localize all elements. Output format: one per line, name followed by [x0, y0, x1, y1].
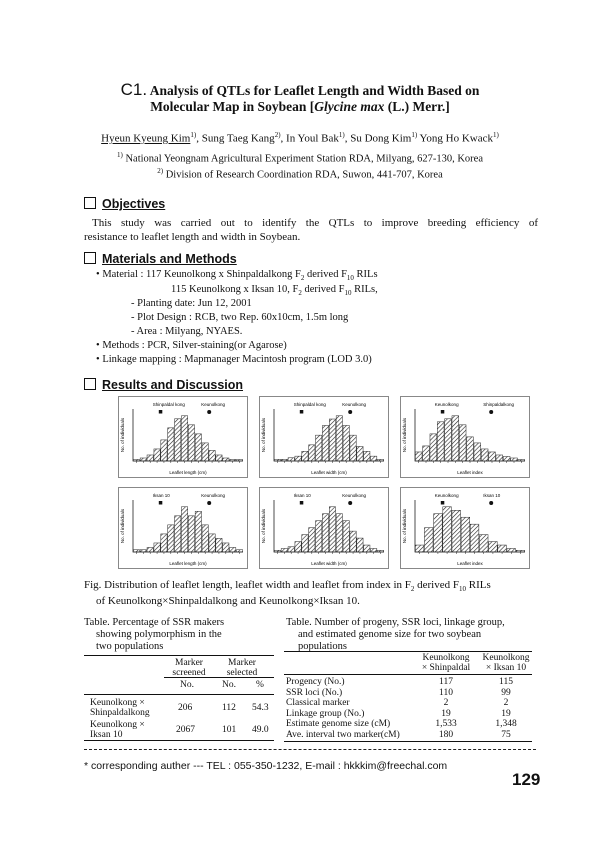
t2-row-label: Progency (No.) — [286, 677, 345, 687]
x-axis-label: Leaflet index — [457, 561, 483, 566]
t2-row-label: Estimate genome size (cM) — [286, 719, 391, 729]
t2-head-col2 — [478, 653, 534, 673]
histogram-bar — [489, 542, 498, 552]
author-3-sup: 1) — [338, 131, 345, 139]
histogram-bar — [461, 517, 470, 552]
histogram-bar — [357, 538, 363, 552]
page-number: 129 — [512, 770, 541, 789]
histogram-bar — [188, 425, 194, 461]
legend-label: Keunolkong — [201, 493, 225, 498]
histogram-bar — [452, 416, 459, 461]
histogram-bar — [302, 451, 308, 461]
t1-h1a: Marker — [175, 658, 203, 668]
t2-row-v2: 1,348 — [495, 719, 517, 729]
paper-title-line1 — [0, 80, 600, 100]
histogram-bar — [209, 534, 215, 552]
legend-label: Iksan 10 — [152, 493, 170, 498]
author-4: , Su Dong Kim — [344, 132, 412, 145]
title-text-2a: Molecular Map in Soybean [ — [150, 99, 315, 114]
histogram-bar — [443, 507, 452, 552]
histogram-bar — [430, 434, 437, 461]
histogram-bar — [288, 458, 294, 461]
author-2-sup: 2) — [274, 131, 281, 139]
t1-cap1: Table. Percentage of SSR makers — [84, 617, 225, 628]
results-heading — [84, 378, 243, 392]
chart-index-shinpaldal — [400, 396, 530, 478]
t1-r1-screened: 206 — [178, 703, 193, 713]
histogram-bar — [479, 535, 488, 552]
t1-r1-selected: 112 — [222, 703, 236, 713]
chart-axes — [133, 409, 243, 461]
chart-svg — [119, 397, 247, 477]
t2-row-label: Ave. interval two marker(cM) — [286, 729, 400, 740]
parent-marker — [159, 501, 163, 505]
methods-plot-design: - Plot Design : RCB, two Rep. 60x10cm, 1.5m long — [131, 312, 349, 323]
methods-planting: - Planting date: Jun 12, 2001 — [131, 298, 252, 309]
histogram-bar — [147, 455, 153, 461]
t2-row-v2: 2 — [503, 698, 509, 708]
histogram-bar — [140, 458, 146, 461]
author-2: , Sung Taeg Kang — [196, 132, 275, 145]
parent-marker — [441, 410, 445, 414]
cap-d: 10 — [458, 585, 466, 594]
x-axis-label: Leaflet width (cm) — [311, 561, 347, 566]
x-axis-label: Leaflet length (cm) — [169, 470, 207, 475]
histogram-bar — [202, 443, 208, 461]
chart-width-iksan — [259, 487, 389, 569]
checkbox-square-icon — [84, 197, 96, 209]
histogram-bar — [437, 422, 444, 461]
histogram-bar — [302, 535, 308, 552]
histogram-bar — [329, 507, 335, 552]
parent-marker — [489, 501, 493, 505]
t1-row2-name — [90, 720, 145, 740]
histogram-bar — [357, 446, 363, 461]
t2-row-v1: 110 — [439, 687, 453, 698]
footer-contact: * corresponding auther --- TEL : 055-350-1232, E-mail : hkkkim@freechal.com — [84, 760, 448, 772]
histogram-bar — [230, 459, 236, 461]
t1-r1-pct: 54.3 — [252, 703, 269, 713]
checkbox-square-icon — [84, 378, 96, 390]
parent-marker — [300, 501, 304, 505]
histogram-bar — [168, 428, 174, 461]
histogram-bar — [175, 419, 181, 461]
histogram-bar — [459, 425, 466, 461]
histogram-bar — [371, 456, 377, 461]
histogram-bar — [467, 437, 474, 461]
histogram-bar — [336, 514, 342, 552]
histogram-bar — [309, 528, 315, 552]
histogram-bar — [415, 452, 422, 461]
footer-dashed-rule — [84, 749, 536, 750]
t1-cap3: two populations — [96, 641, 164, 652]
chart-svg — [260, 488, 388, 568]
table1-bottom-rule — [84, 740, 274, 741]
histogram-bar — [154, 543, 160, 552]
t1-r2-selected: 101 — [222, 725, 237, 735]
objectives-text-2: resistance to leaflet length and width in Soybean. — [84, 231, 301, 243]
methods-title: Materials and Methods — [102, 252, 237, 266]
legend-label: Keunolkong — [342, 402, 366, 407]
table2-caption — [286, 617, 505, 653]
histogram-bar — [316, 521, 322, 552]
parent-marker — [159, 410, 163, 414]
species-name: Glycine max — [314, 99, 385, 114]
histogram-bar — [518, 459, 525, 461]
histogram-bar — [316, 435, 322, 461]
t2-row-v1: 19 — [441, 708, 451, 719]
histogram-bar — [188, 516, 194, 552]
histogram-bar — [343, 521, 349, 552]
histogram-bar — [343, 425, 349, 461]
table2-top-rule — [284, 651, 532, 652]
x-axis-label: Leaflet width (cm) — [311, 470, 347, 475]
histogram-bar — [309, 445, 315, 461]
legend-label: Shinpaldal kong — [152, 402, 185, 407]
t2-cap3: populations — [298, 641, 347, 652]
histogram-bar — [377, 459, 383, 461]
histogram-bar — [364, 545, 370, 552]
histogram-bar — [322, 425, 328, 461]
t2-cap1: Table. Number of progeny, SSR loci, linkage group, — [286, 617, 505, 628]
methods-material-1 — [96, 269, 378, 282]
author-4-sup: 1) — [411, 131, 418, 139]
y-axis-label: No. of individuals — [261, 417, 266, 453]
y-axis-label: No. of individuals — [120, 508, 125, 544]
section-code: C1. — [120, 80, 148, 99]
author-1: Hyeun Kyeung Kim — [101, 132, 191, 145]
histogram-bar — [434, 514, 443, 552]
t2-row-label: Classical marker — [286, 698, 350, 708]
m1d: 10 — [346, 274, 354, 283]
t2-row-v2: 99 — [501, 687, 511, 698]
bullet-icon: • — [96, 340, 103, 351]
aff1-sup: 1) — [117, 151, 123, 159]
histogram-bar — [209, 450, 215, 461]
objectives-heading — [84, 197, 165, 211]
table1-head-rule — [84, 694, 274, 695]
m2a: 115 Keunolkong x Iksan 10, F — [171, 284, 299, 295]
histogram-bar — [511, 458, 518, 461]
histogram-bar — [498, 545, 507, 552]
t2-row-v1: 117 — [439, 677, 453, 687]
m1b: 2 — [300, 274, 305, 283]
histogram-bar — [274, 459, 280, 461]
t1-r1-n1: Keunolkong × — [90, 698, 145, 708]
parent-marker — [441, 501, 445, 505]
histogram-bar — [133, 459, 139, 461]
author-5: Yong Ho Kwack — [417, 132, 493, 145]
t2-row-v2: 19 — [501, 708, 511, 719]
histogram-bar — [133, 550, 139, 552]
histogram-bar — [281, 549, 287, 552]
x-axis-label: Leaflet index — [457, 470, 483, 475]
histogram-bar — [452, 510, 461, 552]
t1-h1b: screened — [172, 668, 206, 678]
table1-mid-rule — [164, 677, 274, 678]
parent-marker — [348, 501, 352, 505]
histogram-bar — [424, 528, 433, 552]
legend-label: Keunolkong — [342, 493, 366, 498]
parent-marker — [300, 410, 304, 414]
t2-row-label: SSR loci (No.) — [286, 687, 343, 698]
affiliation-2 — [0, 167, 600, 181]
histogram-bar — [288, 547, 294, 552]
t2-cap2: and estimated genome size for two soybean — [298, 629, 482, 640]
histogram-bar — [350, 435, 356, 461]
t2-head-col1 — [416, 653, 476, 673]
methods-linkage — [96, 354, 372, 365]
t1-r2-n1: Keunolkong × — [90, 720, 145, 730]
t2-row-v2: 115 — [499, 677, 513, 687]
cap-e: RILs — [465, 579, 491, 591]
x-axis-label: Leaflet length (cm) — [169, 561, 207, 566]
m2c: derived F — [301, 284, 345, 295]
t2-row-v1: 180 — [438, 729, 454, 740]
m1e: RILs — [353, 269, 378, 280]
m7: Linkage mapping : Mapmanager Macintosh program (LOD 3.0) — [102, 354, 372, 365]
title-text-1: Analysis of QTLs for Leaflet Length and Width Based on — [149, 83, 480, 98]
histogram-bar — [481, 449, 488, 461]
results-title: Results and Discussion — [102, 378, 244, 392]
chart-index-iksan — [400, 487, 530, 569]
author-1-sup: 1) — [190, 131, 197, 139]
histogram-bar — [154, 449, 160, 461]
chart-length-shinpaldal — [118, 396, 248, 478]
objectives-title: Objectives — [102, 197, 166, 211]
histogram-bar — [236, 459, 242, 461]
histogram-bar — [336, 416, 342, 461]
m1a: Material : 117 Keunolkong x Shinpaldalkong F — [102, 269, 301, 280]
author-5-sup: 1) — [493, 131, 499, 139]
t1-cap2: showing polymorphism in the — [96, 629, 222, 640]
title-text-2b: (L.) Merr.] — [384, 99, 450, 114]
checkbox-square-icon — [84, 252, 96, 264]
aff1-text: National Yeongnam Agricultural Experiment Station RDA, Milyang, 627-130, Korea — [122, 153, 483, 165]
chart-axes — [274, 500, 384, 552]
m6: Methods : PCR, Silver-staining(or Agarose) — [102, 340, 287, 351]
y-axis-label: No. of individuals — [261, 508, 266, 544]
t2-c2b: × Iksan 10 — [485, 663, 527, 673]
y-axis-label: No. of individuals — [402, 417, 407, 453]
methods-heading — [84, 252, 237, 266]
parent-marker — [348, 410, 352, 414]
t1-r2-pct: 49.0 — [252, 725, 269, 735]
affiliation-1 — [0, 151, 600, 165]
figure-caption-line2: of Keunolkong×Shinpaldalkong and Keunolkong×Iksan 10. — [96, 595, 360, 607]
histogram-bar — [295, 542, 301, 552]
t2-row-label: Linkage group (No.) — [286, 708, 365, 719]
histogram-bar — [350, 531, 356, 552]
methods-material-2 — [171, 284, 378, 297]
chart-svg — [119, 488, 247, 568]
t1-h2a: Marker — [228, 658, 256, 668]
chart-svg — [401, 488, 529, 568]
histogram-bar — [181, 416, 187, 461]
histogram-bar — [223, 543, 229, 552]
histogram-bar — [175, 516, 181, 552]
cap-c: derived F — [414, 579, 459, 591]
legend-label: Iksan 10 — [483, 493, 501, 498]
legend-label: Shinpaldal kong — [293, 402, 326, 407]
t1-sub-no1: No. — [180, 680, 194, 690]
table2-bottom-rule — [284, 741, 532, 742]
histogram-bar — [281, 459, 287, 461]
m2b: 2 — [298, 289, 302, 298]
histogram-bar — [295, 456, 301, 461]
parent-marker — [489, 410, 493, 414]
histogram-bar — [236, 550, 242, 552]
cap-a: Fig. Distribution of leaflet length, leaflet width and leaflet from index in F — [84, 579, 411, 591]
histogram-bar — [195, 511, 201, 552]
legend-label: Iksan 10 — [293, 493, 311, 498]
t1-r2-n2: Iksan 10 — [90, 730, 123, 740]
t2-c1b: × Shinpaldal — [421, 663, 471, 673]
histogram-bar — [329, 419, 335, 461]
histogram-bar — [507, 549, 516, 552]
histogram-bar — [181, 507, 187, 552]
t1-sub-no2: No. — [222, 680, 236, 690]
histogram-bar — [147, 547, 153, 552]
methods-method — [96, 340, 287, 351]
histogram-bar — [377, 550, 383, 552]
legend-label: Keunolkong — [434, 402, 459, 407]
histogram-bar — [202, 525, 208, 552]
aff2-text: Division of Research Coordination RDA, Suwon, 441-707, Korea — [163, 169, 443, 181]
bullet-icon: • — [96, 354, 103, 365]
t1-r2-screened: 2067 — [176, 725, 195, 735]
histogram-bar — [364, 451, 370, 461]
t1-h2b: selected — [226, 668, 258, 678]
t1-row1-name — [90, 698, 150, 718]
histogram-bar — [496, 455, 503, 461]
t1-r1-n2: Shinpaldalkong — [90, 708, 150, 718]
author-list — [0, 131, 600, 145]
histogram-bar — [489, 452, 496, 461]
t1-head-selected — [218, 658, 266, 678]
t1-head-screened — [170, 658, 208, 678]
histogram-bar — [516, 550, 525, 552]
histogram-bar — [230, 547, 236, 552]
t2-row-v1: 1,533 — [435, 719, 457, 729]
legend-label: Keunolkong — [434, 493, 459, 498]
histogram-bar — [503, 456, 510, 461]
t2-c2a: Keunolkong — [482, 653, 530, 663]
chart-width-shinpaldal — [259, 396, 389, 478]
legend-label: Shinpaldalkong — [483, 402, 514, 407]
t2-c1a: Keunolkong — [422, 653, 470, 663]
t2-row-v2: 75 — [501, 729, 511, 740]
y-axis-label: No. of individuals — [402, 508, 407, 544]
parent-marker — [207, 501, 211, 505]
histogram-bar — [415, 545, 424, 552]
m1c: derived F — [304, 269, 347, 280]
objectives-text-1: This study was carried out to identify the QTLs to improve breeding efficiency of — [92, 217, 538, 229]
histogram-bar — [195, 434, 201, 461]
histogram-bar — [470, 524, 479, 552]
parent-marker — [207, 410, 211, 414]
table2-head-rule — [284, 674, 532, 675]
aff2-sup: 2) — [157, 167, 164, 175]
t2-row-v1: 2 — [443, 698, 449, 708]
chart-svg — [401, 397, 529, 477]
histogram-bar — [445, 419, 452, 461]
histogram-bar — [161, 534, 167, 552]
histogram-bar — [322, 514, 328, 552]
table1-caption — [84, 617, 224, 653]
t1-sub-pct: % — [256, 680, 264, 690]
chart-svg — [260, 397, 388, 477]
histogram-bar — [371, 549, 377, 552]
histogram-bar — [161, 440, 167, 461]
histogram-bar — [168, 525, 174, 552]
m2d: 10 — [344, 289, 352, 298]
histogram-bar — [216, 538, 222, 552]
histogram-bar — [223, 458, 229, 461]
histogram-bar — [216, 455, 222, 461]
table1-top-rule — [84, 655, 274, 656]
histogram-bar — [423, 446, 430, 461]
paper-title-line2 — [0, 99, 600, 115]
y-axis-label: No. of individuals — [120, 417, 125, 453]
methods-area: - Area : Milyang, NYAES. — [131, 326, 243, 337]
bullet-icon: • — [96, 269, 103, 280]
histogram-bar — [474, 443, 481, 461]
chart-length-iksan — [118, 487, 248, 569]
author-3: , In Youl Bak — [280, 132, 339, 145]
histogram-bar — [140, 550, 146, 552]
m2e: RILs, — [351, 284, 378, 295]
histogram-bar — [274, 550, 280, 552]
cap-b: 2 — [410, 585, 415, 594]
legend-label: Keunolkong — [201, 402, 225, 407]
